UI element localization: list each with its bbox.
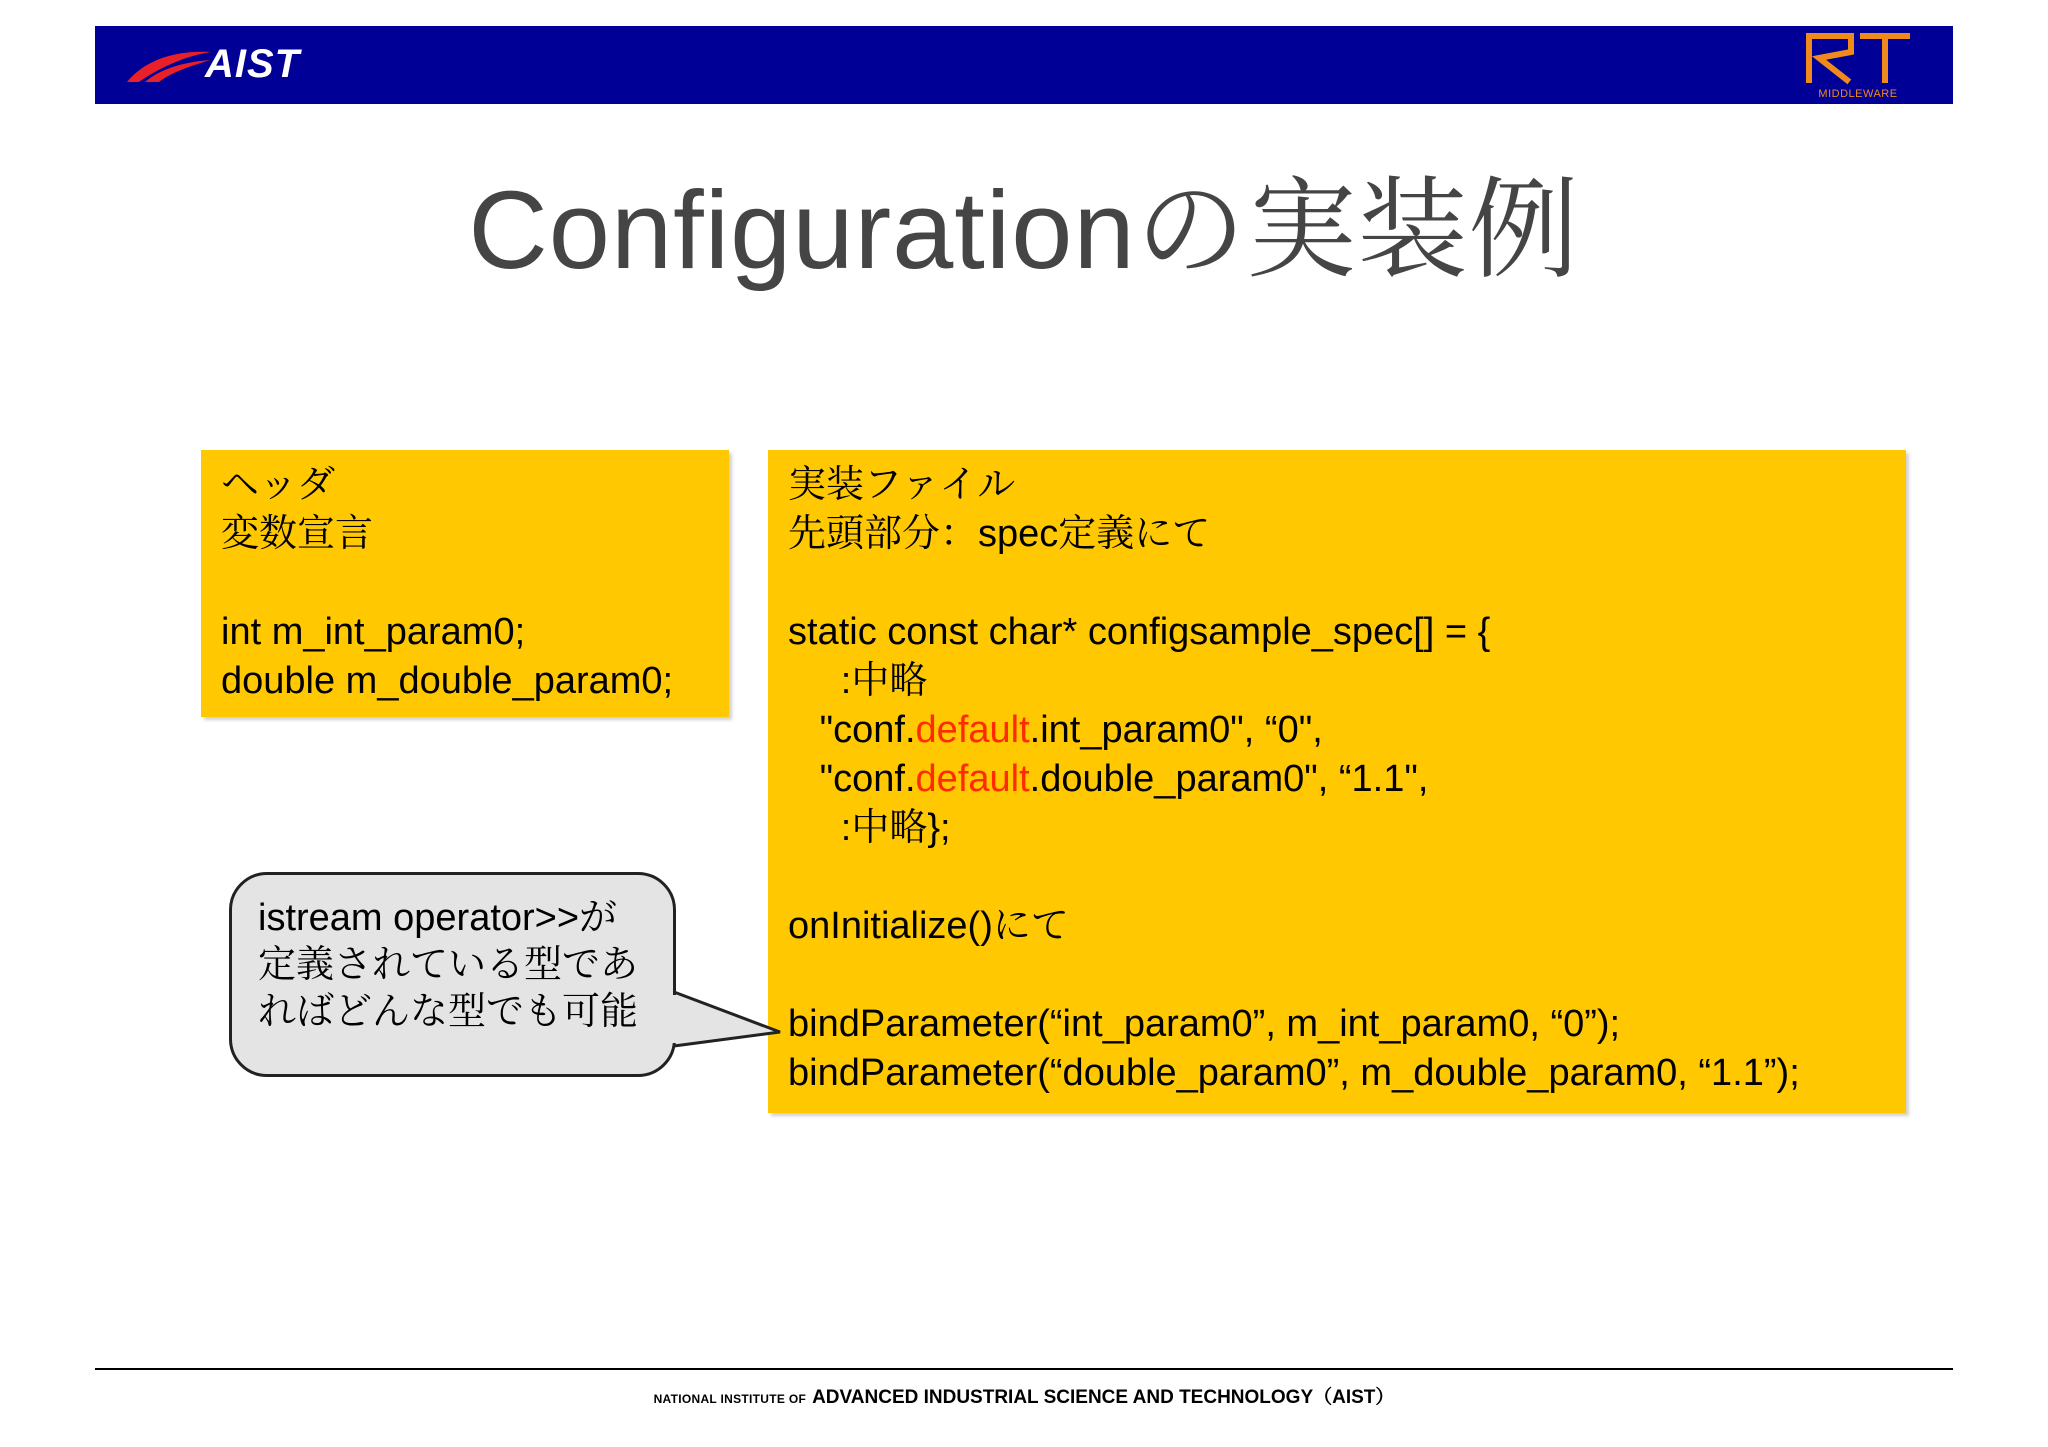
header-box-line: double m_double_param0;: [221, 660, 674, 702]
impl-box-line: bindParameter(“double_param0”, m_double_param0, “1.1”);: [788, 1052, 1800, 1094]
rt-logo-subtitle: MIDDLEWARE: [1818, 88, 1898, 100]
header-file-box: [201, 450, 729, 717]
header-box-line: 変数宣言: [221, 513, 374, 555]
impl-box-line-highlighted: [788, 755, 1906, 804]
rt-logo-icon: [1793, 28, 1923, 88]
impl-box-line: :中略};: [788, 807, 951, 849]
default-keyword: default: [915, 709, 1030, 751]
impl-box-blank-line: [788, 853, 1906, 902]
footer-institution-name: ADVANCED INDUSTRIAL SCIENCE AND TECHNOLOGY（AIST）: [812, 1387, 1395, 1408]
impl-box-line: :中略: [788, 660, 928, 702]
page-title: Configurationの実装例: [468, 169, 1580, 292]
header-box-line: ヘッダ: [221, 464, 336, 506]
callout-bubble: [229, 872, 676, 1077]
callout-line: istream operator>>が: [258, 897, 618, 939]
implementation-file-box: [768, 450, 1906, 1113]
callout-line: ればどんな型でも可能: [258, 991, 639, 1033]
impl-box-line-highlighted: [788, 706, 1906, 755]
aist-logo: [125, 42, 325, 88]
footer-rule: [95, 1368, 1953, 1370]
rt-middleware-logo: [1793, 28, 1923, 102]
impl-box-blank-line: [788, 951, 1906, 1000]
header-box-blank-line: [221, 559, 729, 608]
impl-box-line: 実装ファイル: [788, 464, 1016, 506]
impl-box-line: bindParameter(“int_param0”, m_int_param0, “0”);: [788, 1003, 1621, 1045]
code-text: "conf.: [788, 709, 916, 751]
impl-box-blank-line: [788, 559, 1906, 608]
impl-box-line: onInitialize()にて: [788, 905, 1069, 947]
code-text: .double_param0", “1.1",: [1029, 758, 1429, 800]
callout-line: 定義されている型であ: [258, 944, 639, 986]
header-box-line: int m_int_param0;: [221, 611, 526, 653]
code-text: .int_param0", “0",: [1029, 709, 1323, 751]
impl-box-line: 先頭部分：spec定義にて: [788, 513, 1211, 555]
default-keyword: default: [915, 758, 1030, 800]
header-bar: [95, 26, 1953, 104]
callout-tail-joint: [672, 995, 678, 1043]
impl-box-line: static const char* configsample_spec[] = {: [788, 611, 1491, 653]
footer: [0, 1382, 2048, 1409]
code-text: "conf.: [788, 758, 916, 800]
footer-small-text: NATIONAL INSTITUTE OF: [653, 1392, 807, 1406]
aist-swoosh-icon: [125, 46, 215, 86]
aist-logo-text: AIST: [205, 42, 301, 86]
